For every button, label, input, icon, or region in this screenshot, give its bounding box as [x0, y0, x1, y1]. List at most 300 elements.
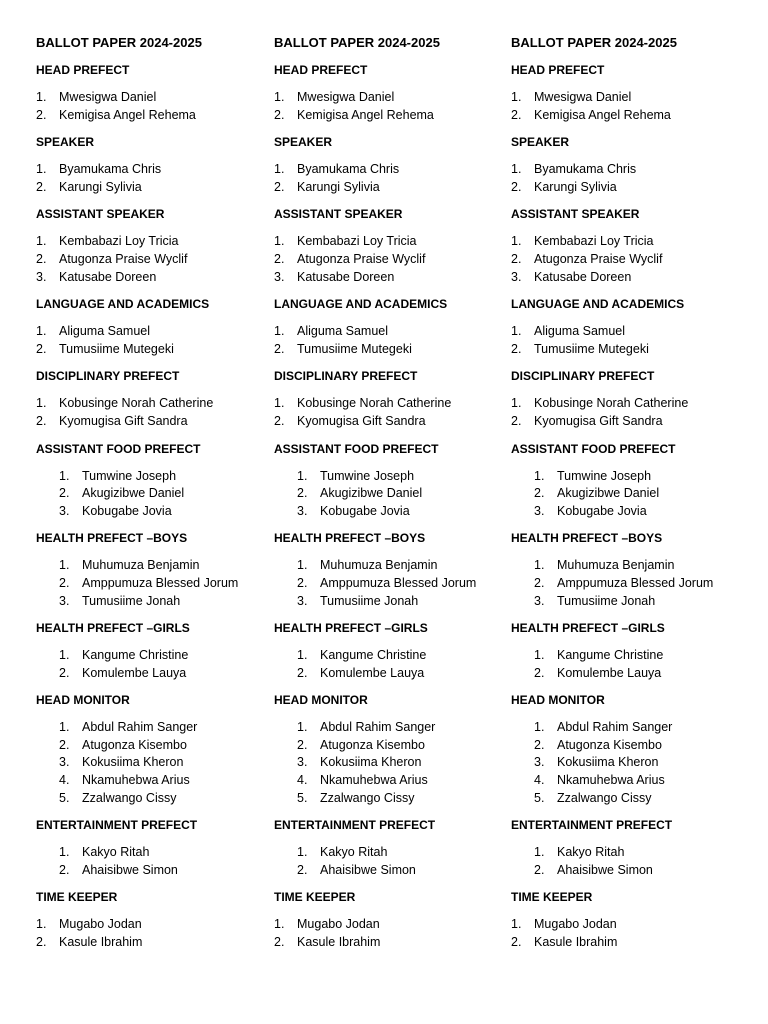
candidate-number: 3.	[297, 593, 308, 608]
candidate-name: Nkamuhebwa Arius	[82, 773, 190, 788]
candidate-number: 1.	[274, 234, 285, 249]
candidate-item	[511, 107, 749, 125]
candidate-list	[274, 161, 512, 196]
candidate-list	[274, 323, 512, 358]
candidate-item	[274, 593, 512, 611]
candidate-item	[36, 468, 274, 486]
candidate-name: Muhumuza Benjamin	[320, 558, 438, 573]
candidate-number: 1.	[36, 162, 47, 177]
candidate-name: Kemigisa Angel Rehema	[59, 107, 196, 122]
candidate-name: Mwesigwa Daniel	[534, 90, 632, 104]
candidate-list	[511, 719, 749, 807]
ballot-section	[511, 692, 749, 807]
candidate-name: Kangume Christine	[82, 648, 189, 663]
candidate-number: 2.	[36, 935, 47, 950]
candidate-number: 2.	[36, 107, 47, 122]
candidate-name: Kyomugisa Gift Sandra	[59, 413, 188, 428]
ballot-section	[274, 62, 512, 124]
candidate-number: 1.	[59, 468, 70, 483]
section-title: HEALTH PREFECT –GIRLS	[36, 621, 190, 636]
candidate-number: 4.	[297, 773, 308, 788]
ballot-section	[36, 62, 274, 124]
ballot-title: BALLOT PAPER 2024-2025	[511, 35, 677, 50]
ballot-section	[511, 368, 749, 430]
section-title: DISCIPLINARY PREFECT	[36, 369, 180, 384]
candidate-number: 1.	[297, 720, 308, 735]
candidate-number: 2.	[297, 862, 308, 877]
section-title: ENTERTAINMENT PREFECT	[274, 818, 436, 833]
candidate-item	[36, 737, 274, 755]
candidate-name: Kyomugisa Gift Sandra	[297, 413, 426, 428]
candidate-name: Kokusiima Kheron	[82, 755, 184, 770]
section-title: HEALTH PREFECT –BOYS	[274, 531, 426, 546]
candidate-name: Katusabe Doreen	[59, 269, 157, 284]
candidate-list	[511, 323, 749, 358]
section-title: LANGUAGE AND ACADEMICS	[274, 297, 448, 312]
candidate-number: 1.	[36, 324, 47, 339]
candidate-list	[274, 844, 512, 879]
candidate-number: 5.	[297, 790, 308, 805]
candidate-item	[511, 772, 749, 790]
section-title: ASSISTANT SPEAKER	[511, 207, 640, 222]
candidate-list	[274, 647, 512, 682]
ballot-section	[274, 368, 512, 430]
ballot-section	[511, 206, 749, 286]
section-title: LANGUAGE AND ACADEMICS	[36, 297, 210, 312]
candidate-list	[511, 844, 749, 879]
ballot-section	[511, 817, 749, 879]
candidate-item	[274, 341, 512, 359]
candidate-item	[36, 269, 274, 287]
candidate-number: 1.	[511, 917, 522, 932]
candidate-item	[36, 89, 274, 107]
candidate-number: 2.	[274, 935, 285, 950]
candidate-name: Kembabazi Loy Tricia	[297, 234, 417, 249]
candidate-item	[274, 413, 512, 431]
section-title: LANGUAGE AND ACADEMICS	[511, 297, 685, 312]
candidate-item	[511, 790, 749, 808]
candidate-name: Katusabe Doreen	[534, 269, 632, 284]
section-title: ENTERTAINMENT PREFECT	[511, 818, 673, 833]
section-title: SPEAKER	[511, 135, 570, 150]
candidate-item	[274, 503, 512, 521]
candidate-number: 1.	[274, 324, 285, 339]
section-title: HEAD MONITOR	[36, 693, 130, 708]
section-title: HEALTH PREFECT –BOYS	[36, 531, 188, 546]
candidate-number: 3.	[274, 269, 285, 284]
candidate-list	[36, 468, 274, 521]
candidate-number: 2.	[297, 737, 308, 752]
candidate-item	[511, 395, 749, 413]
candidate-item	[36, 862, 274, 880]
candidate-item	[274, 844, 512, 862]
candidate-name: Kasule Ibrahim	[59, 935, 143, 950]
section-title: HEAD PREFECT	[511, 63, 605, 77]
candidate-name: Zzalwango Cissy	[82, 790, 177, 805]
candidate-list	[511, 468, 749, 521]
candidate-name: Mwesigwa Daniel	[297, 90, 395, 104]
candidate-number: 1.	[534, 720, 545, 735]
candidate-item	[274, 89, 512, 107]
candidate-number: 3.	[534, 755, 545, 770]
candidate-name: Karungi Sylivia	[297, 179, 380, 194]
candidate-list	[36, 89, 274, 124]
candidate-item	[36, 233, 274, 251]
candidate-name: Nkamuhebwa Arius	[557, 773, 665, 788]
candidate-item	[274, 468, 512, 486]
candidate-number: 2.	[534, 737, 545, 752]
candidate-name: Kobugabe Jovia	[557, 503, 647, 518]
candidate-item	[274, 161, 512, 179]
candidate-item	[274, 179, 512, 197]
candidate-item	[36, 503, 274, 521]
candidate-item	[274, 754, 512, 772]
ballot-section	[274, 620, 512, 682]
candidate-number: 1.	[297, 558, 308, 573]
candidate-name: Atugonza Kisembo	[557, 737, 662, 752]
candidate-name: Katusabe Doreen	[297, 269, 395, 284]
section-title: DISCIPLINARY PREFECT	[511, 369, 655, 384]
ballot-section	[274, 206, 512, 286]
candidate-list	[511, 233, 749, 286]
candidate-name: Kembabazi Loy Tricia	[534, 234, 654, 249]
section-title: ASSISTANT SPEAKER	[274, 207, 403, 222]
ballot-section	[36, 692, 274, 807]
candidate-item	[511, 719, 749, 737]
candidate-number: 3.	[59, 755, 70, 770]
candidate-item	[274, 862, 512, 880]
candidate-number: 2.	[59, 575, 70, 590]
candidate-name: Ahaisibwe Simon	[557, 862, 653, 877]
candidate-item	[36, 251, 274, 269]
candidate-number: 1.	[511, 396, 522, 411]
candidate-list	[274, 468, 512, 521]
candidate-item	[511, 593, 749, 611]
candidate-list	[274, 916, 512, 951]
ballot-section	[511, 62, 749, 124]
candidate-number: 1.	[534, 845, 545, 860]
candidate-number: 1.	[534, 558, 545, 573]
candidate-list	[511, 647, 749, 682]
candidate-item	[511, 89, 749, 107]
candidate-name: Zzalwango Cissy	[320, 790, 415, 805]
candidate-list	[36, 323, 274, 358]
section-title: HEAD PREFECT	[274, 63, 368, 77]
candidate-number: 2.	[36, 413, 47, 428]
candidate-item	[511, 737, 749, 755]
candidate-number: 2.	[274, 251, 285, 266]
ballot-column	[511, 34, 749, 962]
candidate-item	[274, 737, 512, 755]
candidate-list	[274, 395, 512, 430]
section-title: ASSISTANT FOOD PREFECT	[36, 441, 201, 456]
candidate-name: Zzalwango Cissy	[557, 790, 652, 805]
candidate-number: 1.	[297, 648, 308, 663]
candidate-list	[274, 557, 512, 610]
candidate-name: Tumusiime Mutegeki	[59, 341, 174, 356]
candidate-item	[511, 269, 749, 287]
ballot-section	[511, 620, 749, 682]
candidate-number: 2.	[274, 107, 285, 122]
candidate-number: 1.	[511, 324, 522, 339]
candidate-item	[511, 161, 749, 179]
ballot-section	[511, 134, 749, 196]
candidate-name: Kokusiima Kheron	[320, 755, 422, 770]
candidate-item	[511, 468, 749, 486]
ballot-title: BALLOT PAPER 2024-2025	[36, 35, 202, 50]
candidate-item	[274, 557, 512, 575]
candidate-name: Byamukama Chris	[534, 162, 637, 177]
candidate-name: Muhumuza Benjamin	[557, 558, 675, 573]
candidate-number: 2.	[511, 341, 522, 356]
section-title: HEAD PREFECT	[36, 63, 130, 77]
candidate-number: 1.	[297, 468, 308, 483]
candidate-number: 1.	[297, 845, 308, 860]
section-title: ASSISTANT SPEAKER	[36, 207, 165, 222]
candidate-list	[274, 89, 512, 124]
candidate-name: Amppumuza Blessed Jorum	[82, 575, 239, 590]
section-title: HEALTH PREFECT –BOYS	[511, 531, 663, 546]
candidate-item	[511, 179, 749, 197]
candidate-number: 1.	[274, 917, 285, 932]
candidate-number: 2.	[534, 862, 545, 877]
candidate-name: Kobusinge Norah Catherine	[59, 396, 214, 411]
candidate-number: 1.	[274, 90, 285, 104]
candidate-number: 3.	[59, 503, 70, 518]
candidate-number: 2.	[511, 107, 522, 122]
candidate-number: 1.	[59, 648, 70, 663]
candidate-name: Aliguma Samuel	[297, 324, 389, 339]
candidate-name: Tumusiime Jonah	[557, 593, 656, 608]
candidate-item	[511, 413, 749, 431]
candidate-name: Atugonza Praise Wyclif	[534, 251, 663, 266]
candidate-number: 2.	[297, 486, 308, 501]
candidate-name: Kobusinge Norah Catherine	[297, 396, 452, 411]
candidate-name: Tumwine Joseph	[557, 468, 652, 483]
candidate-name: Tumusiime Mutegeki	[297, 341, 412, 356]
section-title: TIME KEEPER	[36, 890, 118, 905]
ballot-section	[274, 889, 512, 951]
candidate-item	[511, 485, 749, 503]
candidate-item	[36, 161, 274, 179]
section-title: ASSISTANT FOOD PREFECT	[274, 441, 439, 456]
candidate-item	[511, 647, 749, 665]
candidate-number: 1.	[36, 90, 47, 104]
candidate-number: 2.	[274, 179, 285, 194]
candidate-name: Atugonza Praise Wyclif	[59, 251, 188, 266]
section-title: SPEAKER	[274, 135, 333, 150]
candidate-name: Amppumuza Blessed Jorum	[320, 575, 477, 590]
candidate-list	[274, 233, 512, 286]
candidate-list	[511, 916, 749, 951]
candidate-item	[274, 575, 512, 593]
ballot-title: BALLOT PAPER 2024-2025	[274, 35, 440, 50]
candidate-number: 2.	[59, 737, 70, 752]
candidate-item	[36, 341, 274, 359]
candidate-list	[36, 557, 274, 610]
candidate-item	[274, 772, 512, 790]
candidate-number: 2.	[36, 179, 47, 194]
section-title: ASSISTANT FOOD PREFECT	[511, 441, 676, 456]
candidate-number: 2.	[534, 665, 545, 680]
section-title: HEAD MONITOR	[511, 693, 605, 708]
candidate-number: 2.	[534, 575, 545, 590]
candidate-item	[511, 862, 749, 880]
candidate-name: Kakyo Ritah	[82, 845, 150, 860]
candidate-name: Komulembe Lauya	[82, 665, 187, 680]
candidate-name: Atugonza Kisembo	[320, 737, 425, 752]
candidate-name: Atugonza Kisembo	[82, 737, 187, 752]
candidate-item	[36, 557, 274, 575]
section-title: ENTERTAINMENT PREFECT	[36, 818, 198, 833]
ballot-section	[36, 817, 274, 879]
candidate-number: 2.	[511, 935, 522, 950]
candidate-item	[36, 916, 274, 934]
candidate-number: 4.	[59, 773, 70, 788]
candidate-item	[36, 413, 274, 431]
candidate-item	[511, 916, 749, 934]
candidate-number: 2.	[511, 251, 522, 266]
candidate-list	[511, 89, 749, 124]
candidate-item	[36, 575, 274, 593]
candidate-number: 3.	[36, 269, 47, 284]
candidate-name: Kasule Ibrahim	[297, 935, 381, 950]
ballot-section	[511, 530, 749, 610]
ballot-section	[36, 441, 274, 521]
candidate-number: 1.	[274, 396, 285, 411]
candidate-item	[36, 844, 274, 862]
candidate-number: 1.	[274, 162, 285, 177]
candidate-name: Komulembe Lauya	[557, 665, 662, 680]
candidate-number: 4.	[534, 773, 545, 788]
ballot-section	[274, 441, 512, 521]
candidate-list	[36, 844, 274, 879]
section-title: SPEAKER	[36, 135, 95, 150]
candidate-number: 1.	[511, 162, 522, 177]
ballot-section	[36, 889, 274, 951]
candidate-item	[36, 772, 274, 790]
candidate-list	[274, 719, 512, 807]
candidate-number: 1.	[36, 396, 47, 411]
candidate-number: 2.	[59, 486, 70, 501]
candidate-number: 1.	[59, 558, 70, 573]
candidate-item	[511, 233, 749, 251]
candidate-name: Tumusiime Mutegeki	[534, 341, 649, 356]
candidate-item	[274, 269, 512, 287]
candidate-name: Akugizibwe Daniel	[320, 486, 423, 501]
candidate-name: Kemigisa Angel Rehema	[534, 107, 671, 122]
candidate-list	[36, 647, 274, 682]
candidate-item	[511, 575, 749, 593]
ballot-section	[36, 530, 274, 610]
candidate-item	[511, 503, 749, 521]
candidate-number: 2.	[274, 341, 285, 356]
candidate-name: Amppumuza Blessed Jorum	[557, 575, 714, 590]
candidate-name: Karungi Sylivia	[534, 179, 617, 194]
candidate-name: Akugizibwe Daniel	[82, 486, 185, 501]
candidate-name: Mugabo Jodan	[297, 917, 380, 932]
candidate-name: Akugizibwe Daniel	[557, 486, 660, 501]
candidate-list	[511, 557, 749, 610]
ballot-section	[36, 206, 274, 286]
candidate-name: Abdul Rahim Sanger	[82, 720, 198, 735]
candidate-number: 1.	[534, 648, 545, 663]
candidate-item	[274, 251, 512, 269]
candidate-name: Aliguma Samuel	[534, 324, 626, 339]
candidate-name: Mwesigwa Daniel	[59, 90, 157, 104]
candidate-item	[274, 395, 512, 413]
candidate-list	[36, 395, 274, 430]
candidate-number: 2.	[274, 413, 285, 428]
candidate-item	[274, 790, 512, 808]
candidate-number: 2.	[511, 179, 522, 194]
candidate-item	[36, 179, 274, 197]
candidate-name: Kemigisa Angel Rehema	[297, 107, 434, 122]
candidate-item	[274, 485, 512, 503]
candidate-number: 2.	[59, 665, 70, 680]
candidate-number: 3.	[59, 593, 70, 608]
candidate-name: Kyomugisa Gift Sandra	[534, 413, 663, 428]
candidate-item	[511, 934, 749, 952]
candidate-number: 2.	[59, 862, 70, 877]
candidate-number: 3.	[297, 503, 308, 518]
ballot-section	[511, 889, 749, 951]
candidate-list	[36, 233, 274, 286]
section-title: HEAD MONITOR	[274, 693, 368, 708]
candidate-name: Tumusiime Jonah	[320, 593, 419, 608]
candidate-item	[511, 844, 749, 862]
candidate-name: Aliguma Samuel	[59, 324, 151, 339]
candidate-name: Kangume Christine	[557, 648, 664, 663]
candidate-number: 1.	[59, 845, 70, 860]
candidate-name: Tumwine Joseph	[82, 468, 177, 483]
candidate-number: 2.	[511, 413, 522, 428]
candidate-name: Mugabo Jodan	[534, 917, 617, 932]
candidate-item	[36, 647, 274, 665]
ballot-section	[274, 134, 512, 196]
candidate-item	[36, 107, 274, 125]
candidate-name: Abdul Rahim Sanger	[557, 720, 673, 735]
candidate-name: Kakyo Ritah	[557, 845, 625, 860]
candidate-list	[36, 916, 274, 951]
candidate-item	[36, 719, 274, 737]
candidate-item	[274, 719, 512, 737]
ballot-column	[36, 34, 274, 962]
ballot-section	[511, 296, 749, 358]
candidate-number: 5.	[534, 790, 545, 805]
candidate-list	[36, 161, 274, 196]
candidate-name: Byamukama Chris	[59, 162, 162, 177]
candidate-item	[274, 916, 512, 934]
candidate-item	[36, 593, 274, 611]
candidate-item	[36, 665, 274, 683]
candidate-item	[511, 251, 749, 269]
candidate-number: 2.	[297, 665, 308, 680]
candidate-name: Ahaisibwe Simon	[82, 862, 178, 877]
candidate-name: Kangume Christine	[320, 648, 427, 663]
candidate-name: Ahaisibwe Simon	[320, 862, 416, 877]
candidate-item	[511, 341, 749, 359]
candidate-number: 2.	[297, 575, 308, 590]
candidate-number: 3.	[534, 593, 545, 608]
candidate-item	[511, 323, 749, 341]
candidate-item	[511, 754, 749, 772]
ballot-section	[36, 296, 274, 358]
section-title: DISCIPLINARY PREFECT	[274, 369, 418, 384]
candidate-list	[511, 161, 749, 196]
candidate-item	[274, 323, 512, 341]
candidate-name: Byamukama Chris	[297, 162, 400, 177]
